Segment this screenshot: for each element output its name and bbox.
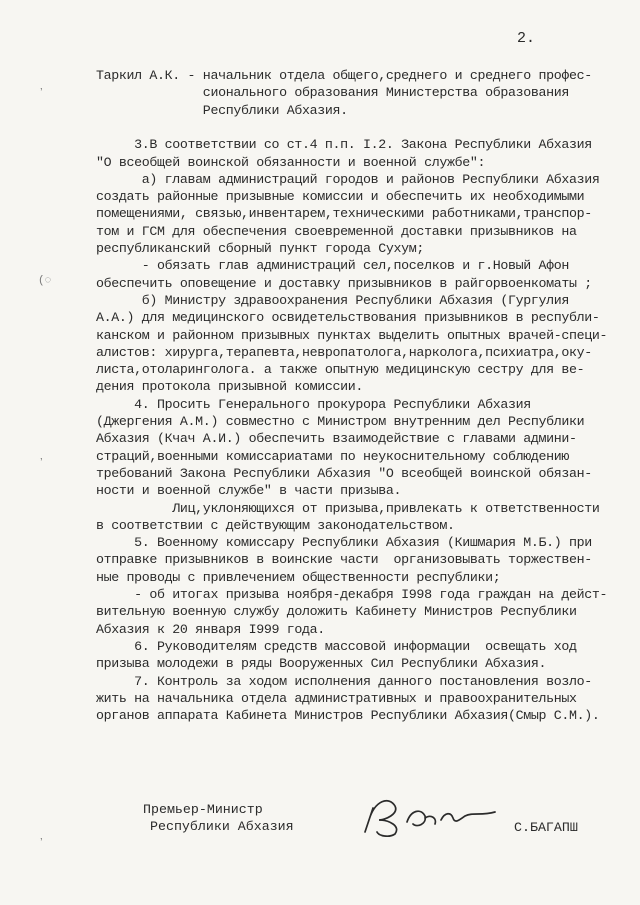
margin-mark: ʼ [38,458,45,470]
text-line: 4. Просить Генерального прокурора Республики Абхазия [96,396,531,412]
signatory-name: С.БАГАПШ [514,820,578,835]
text-line: алистов: хирурга,терапевта,невропатолога,нарколога,психиатра,оку- [96,344,592,360]
text-line: страций,военными комиссариатами по неукоснительному соблюдению [96,448,570,464]
text-line: требований Закона Республики Абхазия "О всеобщей воинской обязан- [96,465,592,481]
text-line: Таркил А.К. - начальник отдела общего,среднего и среднего профес- [96,68,592,83]
text-line: б) Министру здравоохранения Республики Абхазия (Гургулия [96,292,570,308]
text-line: создать районные призывные комиссии и обеспечить их необходимыми [96,189,585,205]
margin-mark: ʼ [38,88,45,100]
text-line: 3.В соответствии со ст.4 п.п. I.2. Закона Республики Абхазия [96,137,592,153]
text-line: сионального образования Министерства образования [96,85,570,101]
text-line: а) главам администраций городов и районов Республики Абхазия [96,171,600,187]
text-line: 6. Руководителям средств массовой информации освещать ход [96,638,577,654]
text-line: А.А.) для медицинского освидетельствования призывников в республи- [96,310,600,326]
signatory-title-line1: Премьер-Министр [143,802,263,817]
text-line: ные проводы с привлечением общественности республики; [96,569,501,585]
page-number: 2. [517,30,536,47]
text-line: отправке призывников в воинские части организовывать торжествен- [96,552,592,568]
text-line: - об итогах призыва ноября-декабря I998 года граждан на дейст- [96,587,608,602]
handwritten-signature [355,790,505,840]
text-line: дения протокола призывной комиссии. [96,379,364,395]
text-line: 5. Военному комиссару Республики Абхазия (Кишмария М.Б.) при [96,535,592,551]
text-line: органов аппарата Кабинета Министров Республики Абхазия(Смыр С.М.). [96,708,600,724]
text-line: обеспечить оповещение и доставку призывников в райгорвоенкоматы ; [96,275,592,291]
text-line: Лиц,уклоняющихся от призыва,привлекать к ответственности [96,500,600,516]
text-line: призыва молодежи в ряды Вооруженных Сил Республики Абхазия. [96,656,547,672]
text-line: (Джергения А.М.) совместно с Министром внутренним дел Республики [96,414,585,429]
text-line: помещениями, связью,инвентарем,техническими работниками,транспор- [96,206,592,222]
text-line: том и ГСМ для обеспечения своевременной доставки призывников на [96,223,577,239]
text-line: республиканский сборный пункт города Сухум; [96,241,425,256]
text-line: в соответствии с действующим законодательством. [96,517,455,533]
text-line: канском и районном призывных пунктах выделить опытных врачей-специ- [96,327,608,343]
text-line: Республики Абхазия. [96,102,348,118]
margin-mark: (◌ [38,275,52,287]
text-line: Абхазия (Кчач А.И.) обеспечить взаимодействие с главами админи- [96,431,577,447]
text-line: Абхазия к 20 января I999 года. [96,621,325,637]
text-line: - обязать глав администраций сел,поселков и г.Новый Афон [96,258,570,274]
text-line: 7. Контроль за ходом исполнения данного постановления возло- [96,673,592,689]
text-line: "О всеобщей воинской обязанности и военной службе": [96,154,486,170]
text-line: листа,отоларинголога. а также опытную медицинскую сестру для ве- [96,362,585,378]
text-line: ности и военной службе" в части призыва. [96,483,402,499]
text-line: жить на начальника отдела административных и правоохранительных [96,690,577,706]
text-line: вительную военную службу доложить Кабинету Министров Республики [96,604,577,620]
signatory-title-line2: Республики Абхазия [150,819,294,834]
margin-mark: ʼ [38,838,45,850]
